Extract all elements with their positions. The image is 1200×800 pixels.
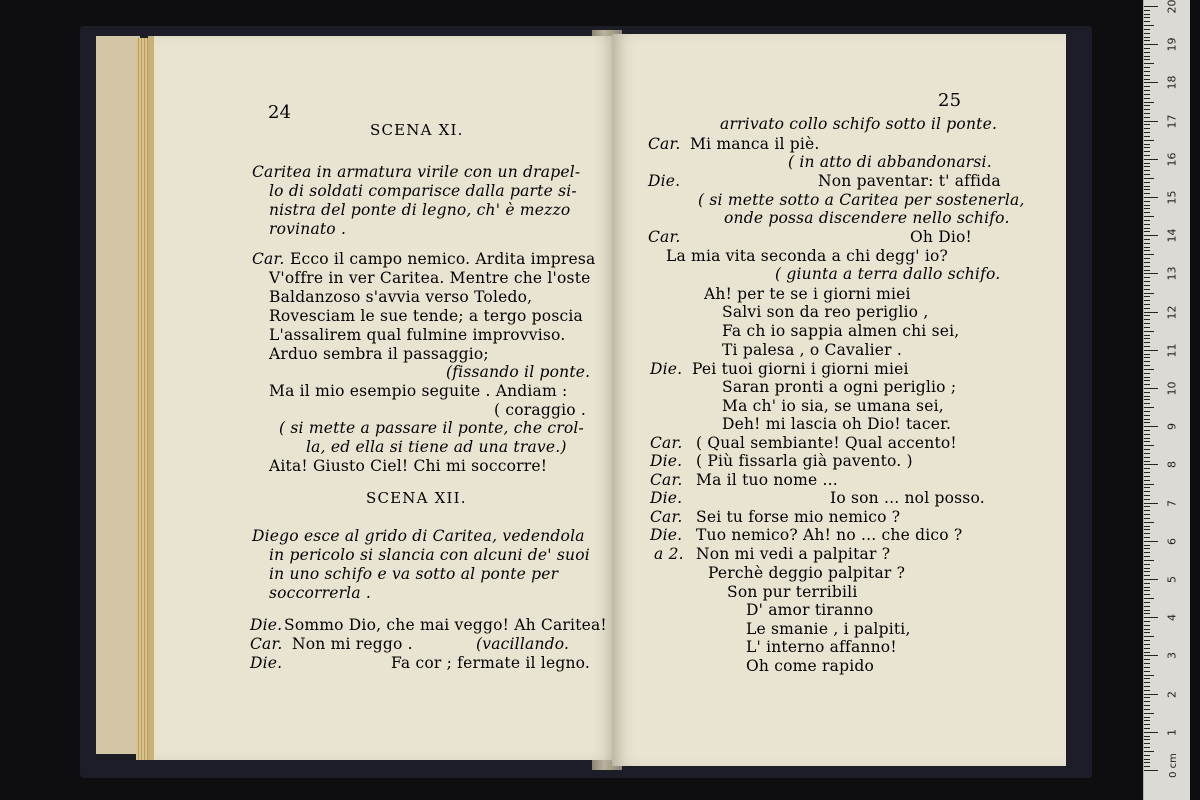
verse-line: Oh come rapido	[746, 657, 875, 675]
ruler-tick	[1144, 327, 1150, 328]
ruler-number: 19	[1165, 37, 1179, 52]
ruler-tick	[1144, 407, 1154, 408]
ruler-tick	[1144, 541, 1158, 542]
ruler-tick	[1144, 357, 1150, 358]
ruler-tick	[1144, 121, 1158, 122]
stage-direction-line: nistra del ponte di legno, ch' è mezzo	[269, 201, 571, 219]
ruler-tick	[1144, 113, 1150, 114]
ruler-tick	[1144, 361, 1150, 362]
ruler-tick	[1144, 308, 1150, 309]
ruler-tick	[1144, 25, 1154, 26]
ruler-tick	[1144, 273, 1158, 274]
ruler-tick	[1144, 724, 1150, 725]
ruler-tick	[1144, 166, 1150, 167]
ruler-tick	[1144, 480, 1150, 481]
ruler-tick	[1144, 682, 1150, 683]
ruler-number: 14	[1165, 228, 1179, 243]
ruler-tick	[1144, 285, 1150, 286]
ruler-tick	[1144, 629, 1150, 630]
ruler-tick	[1144, 189, 1150, 190]
ruler-tick	[1144, 10, 1150, 11]
speaker-label: Car.	[250, 635, 283, 653]
verse-line: Non mi vedi a palpitar ?	[696, 545, 891, 563]
ruler-tick	[1144, 556, 1150, 557]
scene-title: SCENA XII.	[366, 489, 467, 507]
ruler-tick	[1144, 690, 1150, 691]
speaker-label: Die.	[648, 172, 681, 190]
ruler-tick	[1144, 720, 1150, 721]
ruler-tick	[1144, 717, 1150, 718]
ruler-number: 1	[1165, 728, 1179, 736]
ruler-tick	[1144, 644, 1150, 645]
ruler-tick	[1144, 63, 1154, 64]
ruler-tick	[1144, 289, 1150, 290]
ruler-tick	[1144, 136, 1150, 137]
ruler-tick	[1144, 224, 1150, 225]
ruler-tick	[1144, 625, 1150, 626]
stage-direction-line: Caritea in armatura virile con un drapel-	[252, 163, 581, 181]
ruler-number: 13	[1165, 266, 1179, 281]
verse-line: Arduo sembra il passaggio;	[269, 345, 489, 363]
ruler-tick	[1144, 766, 1150, 767]
ruler-tick	[1144, 583, 1150, 584]
speaker-label: Die.	[650, 452, 683, 470]
ruler-tick	[1144, 365, 1150, 366]
speaker-label: Car.	[650, 471, 683, 489]
verse-line: Saran pronti a ogni periglio ;	[722, 378, 957, 396]
stage-direction-line: ( in atto di abbandonarsi.	[788, 153, 992, 171]
ruler-tick	[1144, 71, 1150, 72]
ruler-tick	[1144, 590, 1150, 591]
ruler-tick	[1144, 636, 1154, 637]
ruler-number: 9	[1165, 423, 1179, 431]
ruler-tick	[1144, 419, 1150, 420]
ruler-tick	[1144, 759, 1150, 760]
ruler-tick	[1144, 701, 1150, 702]
verse-line: Perchè deggio palpitar ?	[708, 564, 906, 582]
ruler-tick	[1144, 29, 1150, 30]
ruler-tick	[1144, 396, 1150, 397]
ruler-tick	[1144, 728, 1150, 729]
ruler-number: 6	[1165, 537, 1179, 545]
ruler-tick	[1144, 598, 1154, 599]
ruler-tick	[1144, 449, 1150, 450]
ruler-tick	[1144, 659, 1150, 660]
ruler-tick	[1144, 90, 1150, 91]
verse-line: Aita! Giusto Ciel! Chi mi soccorre!	[269, 457, 548, 475]
ruler-tick	[1144, 163, 1150, 164]
verse-line: Non mi reggo .	[292, 635, 413, 653]
ruler-tick	[1144, 751, 1154, 752]
ruler-number: 2	[1165, 690, 1179, 698]
ruler-tick	[1144, 655, 1158, 656]
ruler-tick	[1144, 48, 1150, 49]
ruler-number: 4	[1165, 614, 1179, 622]
ruler-tick	[1144, 346, 1150, 347]
ruler-tick	[1144, 732, 1158, 733]
ruler-tick	[1144, 266, 1150, 267]
ruler-tick	[1144, 468, 1150, 469]
speaker-label: Die.	[650, 526, 683, 544]
ruler-tick	[1144, 6, 1158, 7]
ruler-tick	[1144, 575, 1150, 576]
stage-direction-line: lo di soldati comparisce dalla parte si-	[269, 182, 577, 200]
ruler-tick	[1144, 205, 1150, 206]
ruler-tick	[1144, 144, 1150, 145]
ruler-tick	[1144, 174, 1150, 175]
ruler-tick	[1144, 304, 1150, 305]
speaker-label: Die.	[650, 360, 683, 378]
ruler-tick	[1144, 545, 1150, 546]
ruler-tick	[1144, 293, 1154, 294]
ruler-tick	[1144, 518, 1150, 519]
ruler-tick	[1144, 568, 1150, 569]
ruler-tick	[1144, 552, 1150, 553]
verse-line: Oh Dio!	[910, 228, 972, 246]
ruler-tick	[1144, 736, 1150, 737]
verse-line: Sommo Dio, che mai veggo! Ah Caritea!	[284, 616, 607, 634]
verse-line: Ah! per te se i giorni miei	[704, 285, 911, 303]
ruler-tick	[1144, 124, 1150, 125]
ruler-tick	[1144, 216, 1154, 217]
ruler-tick	[1144, 67, 1150, 68]
ruler-tick	[1144, 56, 1150, 57]
ruler-tick	[1144, 239, 1150, 240]
ruler-number: 10	[1165, 381, 1179, 396]
verse-line: Son pur terribili	[727, 583, 858, 601]
page-number: 24	[268, 102, 292, 123]
ruler-tick	[1144, 178, 1154, 179]
ruler-tick	[1144, 434, 1150, 435]
ruler-tick	[1144, 686, 1150, 687]
ruler-tick	[1144, 315, 1150, 316]
ruler-tick	[1144, 82, 1158, 83]
ruler-tick	[1144, 228, 1150, 229]
verse-line: V'offre in ver Caritea. Mentre che l'oste	[269, 269, 591, 287]
verse-line: Pei tuoi giorni i giorni miei	[692, 360, 909, 378]
scene-title: SCENA XI.	[370, 121, 464, 139]
stage-direction-line: in pericolo si slancia con alcuni de' suoi	[269, 546, 590, 564]
ruler-number: 20	[1165, 0, 1179, 14]
ruler-tick	[1144, 770, 1158, 771]
ruler-tick	[1144, 621, 1150, 622]
ruler-tick	[1144, 231, 1150, 232]
speaker-label: Car.	[648, 135, 681, 153]
ruler-tick	[1144, 128, 1150, 129]
stage-direction-line: Diego esce al grido di Caritea, vedendola	[252, 527, 585, 545]
speaker-label: a 2.	[654, 545, 684, 563]
ruler-tick	[1144, 262, 1150, 263]
ruler-tick	[1144, 44, 1158, 45]
ruler-number: 16	[1165, 152, 1179, 167]
verse-line: Io son ... nol posso.	[830, 489, 985, 507]
stage-direction-line: ( si mette sotto a Caritea per sostenerla,	[698, 191, 1025, 209]
ruler-tick	[1144, 250, 1150, 251]
ruler-tick	[1144, 514, 1150, 515]
stage-direction-line: ( si mette a passare il ponte, che crol-	[279, 419, 584, 437]
verse-line: Ma il tuo nome ...	[696, 471, 838, 489]
ruler-tick	[1144, 533, 1150, 534]
stage-direction-line: onde possa discendere nello schifo.	[724, 209, 1010, 227]
ruler-tick	[1144, 587, 1150, 588]
ruler-tick	[1144, 510, 1150, 511]
ruler-number: 18	[1165, 75, 1179, 90]
ruler-tick	[1144, 300, 1150, 301]
ruler-tick	[1144, 694, 1158, 695]
page-number: 25	[938, 90, 962, 111]
speaker-label: Die.	[250, 616, 283, 634]
stage-direction-line: ( giunta a terra dallo schifo.	[775, 265, 1001, 283]
ruler-tick	[1144, 548, 1150, 549]
ruler-tick	[1144, 254, 1154, 255]
speaker-label: Car.	[648, 228, 681, 246]
verse-line: Non paventar: t' affida	[818, 172, 1001, 190]
verse-line: D' amor tiranno	[746, 601, 874, 619]
ruler-tick	[1144, 277, 1150, 278]
ruler-number: 3	[1165, 652, 1179, 660]
ruler-tick	[1144, 243, 1150, 244]
ruler-number: 8	[1165, 461, 1179, 469]
verse-line: Fa ch io sappia almen chi sei,	[722, 322, 960, 340]
ruler-tick	[1144, 606, 1150, 607]
ruler-number: 7	[1165, 499, 1179, 507]
stage-direction-line: in uno schifo e va sotto al ponte per	[269, 565, 559, 583]
ruler-number: 5	[1165, 576, 1179, 583]
stage-direction-line: soccorrerla .	[269, 584, 372, 602]
stage-direction-line: rovinato .	[269, 220, 347, 238]
verse-line: Fa cor ; fermate il legno.	[391, 654, 591, 672]
ruler-tick	[1144, 350, 1158, 351]
ruler-tick	[1144, 220, 1150, 221]
ruler-tick	[1144, 335, 1150, 336]
ruler-tick	[1144, 522, 1154, 523]
ruler-tick	[1144, 380, 1150, 381]
ruler-tick	[1144, 762, 1150, 763]
ruler-tick	[1144, 526, 1150, 527]
ruler-tick	[1144, 495, 1150, 496]
ruler-tick	[1144, 602, 1150, 603]
ruler-tick	[1144, 560, 1154, 561]
verse-line: Le smanie , i palpiti,	[746, 620, 911, 638]
ruler-tick	[1144, 663, 1150, 664]
ruler-number: 15	[1165, 190, 1179, 205]
stage-direction-line: la, ed ella si tiene ad una trave.)	[306, 438, 567, 456]
ruler-tick	[1144, 33, 1150, 34]
stage-direction: (vacillando.	[476, 635, 570, 653]
ruler-tick	[1144, 564, 1150, 565]
ruler-tick	[1144, 743, 1150, 744]
ruler-tick	[1144, 472, 1150, 473]
speaker-label: Car.	[252, 250, 285, 268]
ruler-tick	[1144, 52, 1150, 53]
ruler-tick	[1144, 705, 1150, 706]
ruler-tick	[1144, 610, 1150, 611]
ruler-tick	[1144, 117, 1150, 118]
ruler-tick	[1144, 594, 1150, 595]
ruler-tick	[1144, 354, 1150, 355]
ruler-tick	[1144, 441, 1150, 442]
ruler-tick	[1144, 415, 1150, 416]
ruler-tick	[1144, 464, 1158, 465]
ruler-tick	[1144, 212, 1150, 213]
ruler-tick	[1144, 373, 1150, 374]
ruler-tick	[1144, 430, 1150, 431]
ruler-tick	[1144, 491, 1150, 492]
ruler-tick	[1144, 159, 1158, 160]
ruler-tick	[1144, 258, 1150, 259]
verse-line: Mi manca il piè.	[690, 135, 820, 153]
ruler-tick	[1144, 59, 1150, 60]
ruler-tick	[1144, 403, 1150, 404]
ruler-tick	[1144, 503, 1158, 504]
ruler-tick	[1144, 21, 1150, 22]
ruler-tick	[1144, 40, 1150, 41]
ruler-tick	[1144, 102, 1154, 103]
ruler-tick	[1144, 281, 1150, 282]
ruler-tick	[1144, 312, 1158, 313]
ruler-tick	[1144, 613, 1150, 614]
speaker-label: Car.	[650, 508, 683, 526]
ruler-tick	[1144, 296, 1150, 297]
stage-direction: (fissando il ponte.	[446, 363, 591, 381]
book-back-cover-edge	[96, 36, 140, 754]
verse-line: Ma il mio esempio seguite . Andiam :	[269, 382, 568, 400]
ruler-tick	[1144, 487, 1150, 488]
ruler-number: 11	[1165, 343, 1179, 358]
ruler-tick	[1144, 426, 1158, 427]
ruler-tick	[1144, 369, 1154, 370]
ruler-tick	[1144, 411, 1150, 412]
ruler-tick	[1144, 667, 1150, 668]
ruler-tick	[1144, 422, 1150, 423]
ruler-tick	[1144, 529, 1150, 530]
ruler-tick	[1144, 147, 1150, 148]
verse-line: Ma ch' io sia, se umana sei,	[722, 397, 944, 415]
ruler-tick	[1144, 399, 1150, 400]
ruler-tick	[1144, 457, 1150, 458]
ruler-tick	[1144, 453, 1150, 454]
ruler-number: 12	[1165, 305, 1179, 320]
ruler-tick	[1144, 571, 1150, 572]
ruler-tick	[1144, 342, 1150, 343]
ruler-tick	[1144, 709, 1150, 710]
ruler-tick	[1144, 323, 1150, 324]
ruler-tick	[1144, 392, 1150, 393]
ruler-tick	[1144, 652, 1150, 653]
ruler-tick	[1144, 247, 1150, 248]
speaker-label: Car.	[650, 434, 683, 452]
verse-line: La mia vita seconda a chi degg' io?	[666, 247, 949, 265]
ruler-number: 17	[1165, 114, 1179, 129]
ruler-tick	[1144, 197, 1158, 198]
verse-line: Baldanzoso s'avvia verso Toledo,	[269, 288, 533, 306]
ruler-tick	[1144, 713, 1154, 714]
ruler-tick	[1144, 338, 1150, 339]
ruler-tick	[1144, 109, 1150, 110]
measuring-ruler	[1143, 0, 1190, 800]
ruler-tick	[1144, 186, 1150, 187]
verse-line: Ti palesa , o Cavalier .	[722, 341, 902, 359]
ruler-tick	[1144, 151, 1150, 152]
ruler-tick	[1144, 755, 1150, 756]
verse-line: Deh! mi lascia oh Dio! tacer.	[722, 415, 952, 433]
stage-direction-line: arrivato collo schifo sotto il ponte.	[720, 115, 998, 133]
ruler-tick	[1144, 739, 1150, 740]
ruler-tick	[1144, 476, 1150, 477]
ruler-tick	[1144, 678, 1150, 679]
ruler-unit-label: 0 cm	[1167, 753, 1179, 778]
ruler-tick	[1144, 632, 1150, 633]
ruler-tick	[1144, 193, 1150, 194]
ruler-tick	[1144, 484, 1154, 485]
verse-line: L' interno affanno!	[746, 638, 897, 656]
ruler-tick	[1144, 155, 1150, 156]
ruler-tick	[1144, 445, 1154, 446]
ruler-tick	[1144, 270, 1150, 271]
ruler-tick	[1144, 747, 1150, 748]
verse-line: Salvi son da reo periglio ,	[722, 303, 929, 321]
ruler-tick	[1144, 79, 1150, 80]
ruler-tick	[1144, 617, 1158, 618]
ruler-tick	[1144, 86, 1150, 87]
ruler-tick	[1144, 94, 1150, 95]
ruler-tick	[1144, 438, 1150, 439]
ruler-tick	[1144, 75, 1150, 76]
ruler-tick	[1144, 640, 1150, 641]
ruler-tick	[1144, 675, 1154, 676]
ruler-tick	[1144, 499, 1150, 500]
verse-line: Sei tu forse mio nemico ?	[696, 508, 901, 526]
verse-line: Rovesciam le sue tende; a tergo poscia	[269, 307, 583, 325]
ruler-tick	[1144, 377, 1150, 378]
ruler-tick	[1144, 37, 1150, 38]
ruler-tick	[1144, 140, 1154, 141]
stage-direction: ( coraggio .	[494, 401, 587, 419]
ruler-tick	[1144, 671, 1150, 672]
ruler-tick	[1144, 579, 1158, 580]
ruler-tick	[1144, 697, 1150, 698]
ruler-tick	[1144, 170, 1150, 171]
verse-line: Tuo nemico? Ah! no ... che dico ?	[696, 526, 963, 544]
verse-line: ( Qual sembiante! Qual accento!	[696, 434, 957, 452]
speaker-label: Die.	[250, 654, 283, 672]
verse-line: L'assalirem qual fulmine improvviso.	[269, 326, 566, 344]
ruler-tick	[1144, 461, 1150, 462]
ruler-tick	[1144, 388, 1158, 389]
ruler-tick	[1144, 17, 1150, 18]
ruler-tick	[1144, 98, 1150, 99]
ruler-tick	[1144, 384, 1150, 385]
ruler-tick	[1144, 105, 1150, 106]
ruler-tick	[1144, 319, 1150, 320]
ruler-tick	[1144, 132, 1150, 133]
ruler-tick	[1144, 201, 1150, 202]
ruler-tick	[1144, 182, 1150, 183]
ruler-tick	[1144, 14, 1150, 15]
ruler-tick	[1144, 331, 1154, 332]
verse-line: ( Più fissarla già pavento. )	[696, 452, 913, 470]
ruler-tick	[1144, 235, 1158, 236]
ruler-tick	[1144, 506, 1150, 507]
ruler-tick	[1144, 648, 1150, 649]
verse-line: Ecco il campo nemico. Ardita impresa	[290, 250, 596, 268]
ruler-tick	[1144, 537, 1150, 538]
ruler-tick	[1144, 208, 1150, 209]
speaker-label: Die.	[650, 489, 683, 507]
